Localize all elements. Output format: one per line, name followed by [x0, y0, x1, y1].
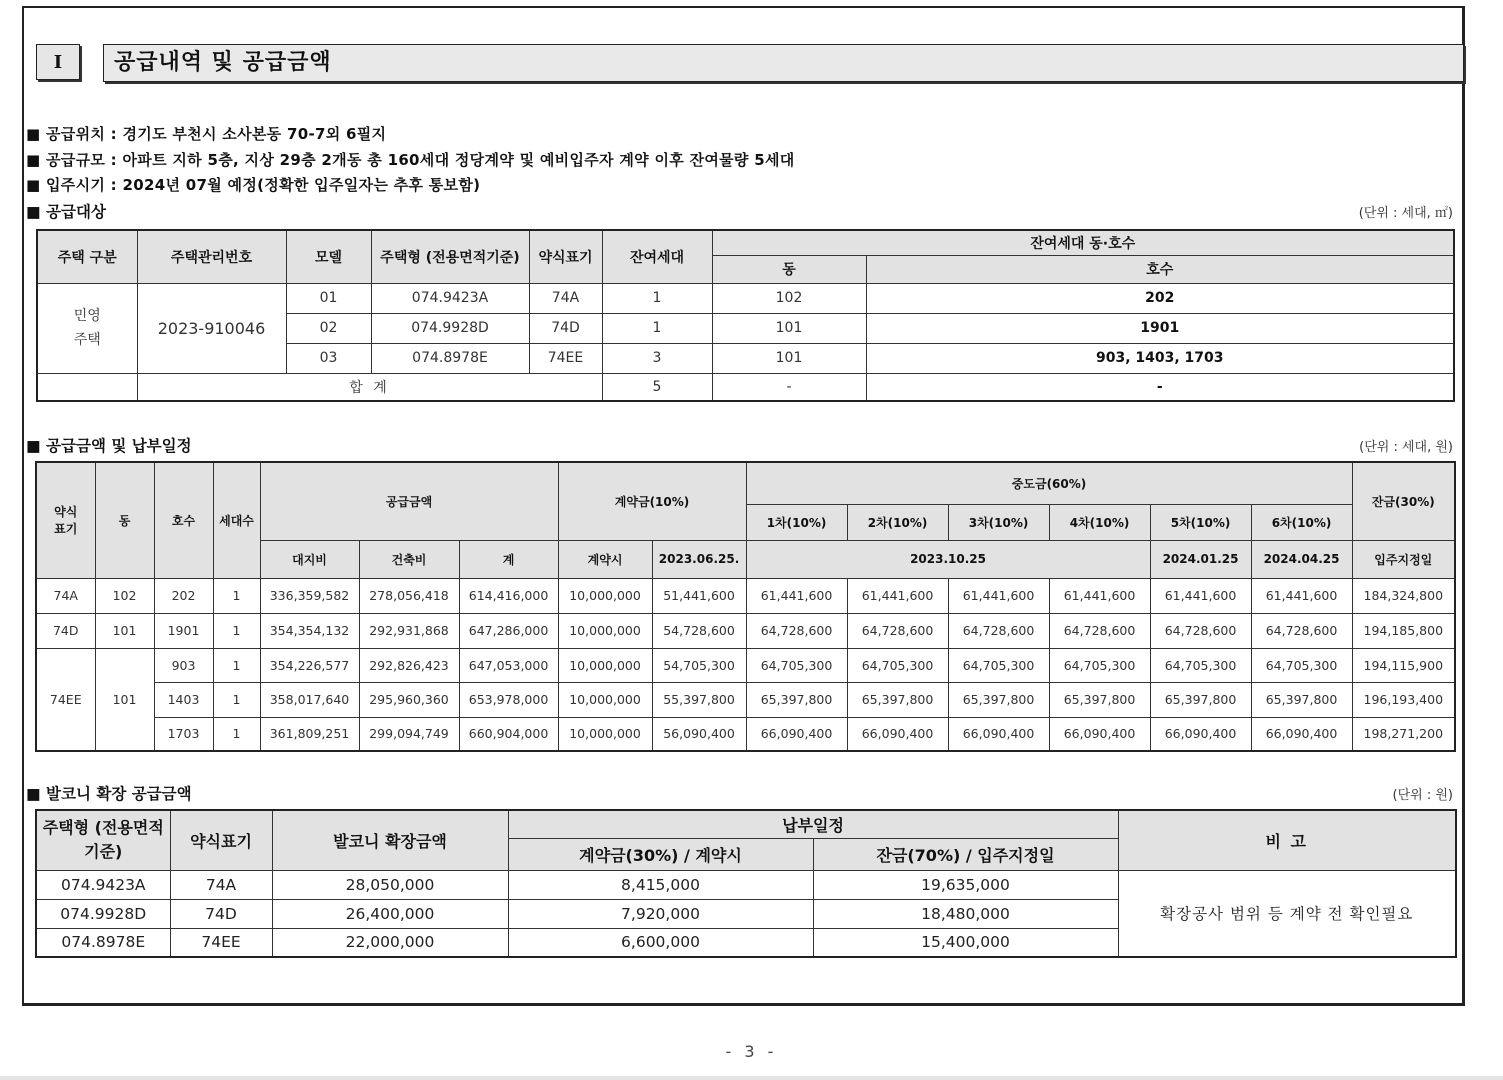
header-deposit: 계약금(30%) / 계약시: [508, 838, 813, 870]
total-ho: -: [866, 373, 1454, 401]
building-cell: 292,826,423: [359, 648, 459, 682]
middle-3-cell: 64,728,600: [948, 613, 1049, 648]
balance-cell: 194,115,900: [1352, 648, 1455, 682]
header-remaining: 잔여세대: [602, 230, 712, 283]
middle-2-cell: 65,397,800: [847, 682, 948, 717]
balance-cell: 184,324,800: [1352, 578, 1455, 613]
header-house-type: 주택형 (전용면적기준): [371, 230, 529, 283]
middle-4-cell: 64,705,300: [1049, 648, 1150, 682]
header-balance: 잔금(70%) / 입주지정일: [813, 838, 1118, 870]
header-middle-6: 6차(10%): [1251, 504, 1352, 540]
move-in-period: ■ 입주시기 : 2024년 07월 예정(정확한 입주일자는 추후 통보함): [26, 176, 481, 194]
middle-6-cell: 65,397,800: [1251, 682, 1352, 717]
building-cell: 299,094,749: [359, 717, 459, 751]
middle-4-cell: 66,090,400: [1049, 717, 1150, 751]
table-row: [36, 682, 1455, 717]
balance-cell: 18,480,000: [813, 899, 1118, 928]
balcony-section-unit: (단위 : 원): [1392, 788, 1453, 803]
house-type-cell: 074.8978E: [371, 343, 529, 373]
sum-cell: 647,286,000: [459, 613, 558, 648]
ho-cell: 903, 1403, 1703: [866, 343, 1454, 373]
table-row: [37, 283, 1454, 313]
header-deposit-date: 2023.06.25.: [652, 540, 746, 578]
deposit-date-cell: 51,441,600: [652, 578, 746, 613]
deposit-date-cell: 56,090,400: [652, 717, 746, 751]
dong-cell: 101: [712, 313, 866, 343]
middle-6-cell: 66,090,400: [1251, 717, 1352, 751]
supply-location: ■ 공급위치 : 경기도 부천시 소사본동 70-7외 6필지: [26, 125, 387, 143]
middle-2-cell: 66,090,400: [847, 717, 948, 751]
middle-1-cell: 64,705,300: [746, 648, 847, 682]
header-abbr: 약식표기: [170, 810, 272, 870]
table-row: [36, 578, 1455, 613]
header-payment-schedule: 납부일정: [508, 810, 1118, 838]
abbr-cell: 74EE: [36, 648, 95, 751]
middle-2-cell: 64,728,600: [847, 613, 948, 648]
model-cell: 03: [286, 343, 371, 373]
deposit-cell: 8,415,000: [508, 870, 813, 899]
middle-3-cell: 64,705,300: [948, 648, 1049, 682]
price-schedule-table: [35, 461, 1456, 752]
middle-1-cell: 61,441,600: [746, 578, 847, 613]
deposit-date-cell: 55,397,800: [652, 682, 746, 717]
price-section-heading: ■ 공급금액 및 납부일정: [26, 437, 192, 455]
building-cell: 295,960,360: [359, 682, 459, 717]
total-label: 합 계: [137, 373, 602, 401]
abbr-cell: 74A: [529, 283, 602, 313]
households-cell: 1: [213, 648, 260, 682]
balance-cell: 196,193,400: [1352, 682, 1455, 717]
middle-1-cell: 64,728,600: [746, 613, 847, 648]
balcony-section-heading: ■ 발코니 확장 공급금액: [26, 785, 192, 803]
middle-5-cell: 64,705,300: [1150, 648, 1251, 682]
households-cell: 1: [213, 682, 260, 717]
dong-cell: 102: [712, 283, 866, 313]
header-remaining-units: 잔여세대 동·호수: [712, 230, 1454, 255]
land-cell: 354,354,132: [260, 613, 359, 648]
middle-5-cell: 65,397,800: [1150, 682, 1251, 717]
total-dong: -: [712, 373, 866, 401]
households-cell: 1: [213, 613, 260, 648]
header-middle-5: 5차(10%): [1150, 504, 1251, 540]
middle-5-cell: 64,728,600: [1150, 613, 1251, 648]
header-middle-4: 4차(10%): [1049, 504, 1150, 540]
deposit-date-cell: 54,728,600: [652, 613, 746, 648]
ho-cell: 903: [154, 648, 213, 682]
model-cell: 02: [286, 313, 371, 343]
sum-cell: 653,978,000: [459, 682, 558, 717]
balance-cell: 19,635,000: [813, 870, 1118, 899]
land-cell: 361,809,251: [260, 717, 359, 751]
deposit-at-cell: 10,000,000: [558, 717, 652, 751]
header-balance: 잔금(30%): [1352, 462, 1455, 540]
header-house-category: 주택 구분: [37, 230, 137, 283]
building-cell: 278,056,418: [359, 578, 459, 613]
header-abbr: 약식표기: [529, 230, 602, 283]
table-row: [36, 613, 1455, 648]
ho-cell: 202: [154, 578, 213, 613]
deposit-cell: 7,920,000: [508, 899, 813, 928]
deposit-at-cell: 10,000,000: [558, 578, 652, 613]
deposit-at-cell: 10,000,000: [558, 648, 652, 682]
total-count: 5: [602, 373, 712, 401]
section-title: 공급내역 및 공급금액: [103, 44, 1464, 82]
land-cell: 336,359,582: [260, 578, 359, 613]
households-cell: 1: [213, 717, 260, 751]
table-row: [36, 717, 1455, 751]
dong-cell: 101: [95, 613, 154, 648]
amount-cell: 26,400,000: [272, 899, 508, 928]
count-cell: 1: [602, 283, 712, 313]
price-section-unit: (단위 : 세대, 원): [1359, 440, 1453, 455]
header-middle-2: 2차(10%): [847, 504, 948, 540]
page-number: - 3 -: [725, 1042, 778, 1061]
deposit-at-cell: 10,000,000: [558, 613, 652, 648]
house-type-cell: 074.8978E: [36, 928, 170, 957]
land-cell: 354,226,577: [260, 648, 359, 682]
header-mgmt-number: 주택관리번호: [137, 230, 286, 283]
middle-1-cell: 66,090,400: [746, 717, 847, 751]
balance-cell: 15,400,000: [813, 928, 1118, 957]
middle-6-cell: 61,441,600: [1251, 578, 1352, 613]
abbr-cell: 74A: [170, 870, 272, 899]
supply-target-unit: (단위 : 세대, ㎡): [1358, 206, 1453, 221]
header-dong: 동: [95, 462, 154, 578]
header-balance-date: 입주지정일: [1352, 540, 1455, 578]
sum-cell: 647,053,000: [459, 648, 558, 682]
header-abbr: 약식 표기: [36, 462, 95, 578]
middle-6-cell: 64,728,600: [1251, 613, 1352, 648]
ho-cell: 1403: [154, 682, 213, 717]
building-cell: 292,931,868: [359, 613, 459, 648]
sum-cell: 614,416,000: [459, 578, 558, 613]
header-middle-date-6: 2024.04.25: [1251, 540, 1352, 578]
balcony-extension-table: [35, 809, 1457, 958]
dong-cell: 101: [712, 343, 866, 373]
header-middle-date-5: 2024.01.25: [1150, 540, 1251, 578]
middle-2-cell: 64,705,300: [847, 648, 948, 682]
supply-target-table: [36, 229, 1455, 402]
middle-1-cell: 65,397,800: [746, 682, 847, 717]
table-row: [36, 648, 1455, 682]
mgmt-number: 2023-910046: [137, 283, 286, 373]
header-ho: 호수: [866, 255, 1454, 283]
house-type-cell: 074.9423A: [36, 870, 170, 899]
middle-5-cell: 66,090,400: [1150, 717, 1251, 751]
count-cell: 3: [602, 343, 712, 373]
middle-4-cell: 65,397,800: [1049, 682, 1150, 717]
section-number: I: [36, 44, 80, 80]
bottom-strip: [0, 1076, 1503, 1080]
middle-4-cell: 61,441,600: [1049, 578, 1150, 613]
deposit-cell: 6,600,000: [508, 928, 813, 957]
header-deposit: 계약금(10%): [558, 462, 746, 540]
abbr-cell: 74D: [36, 613, 95, 648]
header-balcony-amount: 발코니 확장금액: [272, 810, 508, 870]
middle-3-cell: 61,441,600: [948, 578, 1049, 613]
header-model: 모델: [286, 230, 371, 283]
abbr-cell: 74D: [170, 899, 272, 928]
abbr-cell: 74D: [529, 313, 602, 343]
supply-target-heading: ■ 공급대상: [26, 203, 106, 221]
ho-cell: 1901: [154, 613, 213, 648]
amount-cell: 28,050,000: [272, 870, 508, 899]
deposit-at-cell: 10,000,000: [558, 682, 652, 717]
dong-cell: 101: [95, 648, 154, 751]
model-cell: 01: [286, 283, 371, 313]
header-ho: 호수: [154, 462, 213, 578]
header-middle-payment: 중도금(60%): [746, 462, 1352, 504]
middle-6-cell: 64,705,300: [1251, 648, 1352, 682]
header-remark: 비 고: [1118, 810, 1456, 870]
header-dong: 동: [712, 255, 866, 283]
abbr-cell: 74A: [36, 578, 95, 613]
house-type-cell: 074.9423A: [371, 283, 529, 313]
house-category: 민영 주택: [37, 283, 137, 373]
header-land-cost: 대지비: [260, 540, 359, 578]
deposit-date-cell: 54,705,300: [652, 648, 746, 682]
middle-5-cell: 61,441,600: [1150, 578, 1251, 613]
supply-scale: ■ 공급규모 : 아파트 지하 5층, 지상 29층 2개동 총 160세대 정당계약 및 예비입주자 계약 이후 잔여물량 5세대: [26, 151, 795, 169]
middle-3-cell: 66,090,400: [948, 717, 1049, 751]
balance-cell: 198,271,200: [1352, 717, 1455, 751]
header-middle-1: 1차(10%): [746, 504, 847, 540]
dong-cell: 102: [95, 578, 154, 613]
count-cell: 1: [602, 313, 712, 343]
amount-cell: 22,000,000: [272, 928, 508, 957]
header-deposit-at: 계약시: [558, 540, 652, 578]
header-sum: 계: [459, 540, 558, 578]
ho-cell: 202: [866, 283, 1454, 313]
abbr-cell: 74EE: [170, 928, 272, 957]
table-row: [36, 870, 1456, 899]
remark-cell: 확장공사 범위 등 계약 전 확인필요: [1118, 870, 1456, 957]
middle-4-cell: 64,728,600: [1049, 613, 1150, 648]
ho-cell: 1901: [866, 313, 1454, 343]
sum-cell: 660,904,000: [459, 717, 558, 751]
balance-cell: 194,185,800: [1352, 613, 1455, 648]
header-house-type: 주택형 (전용면적기준): [36, 810, 170, 870]
abbr-cell: 74EE: [529, 343, 602, 373]
house-type-cell: 074.9928D: [371, 313, 529, 343]
middle-2-cell: 61,441,600: [847, 578, 948, 613]
header-building-cost: 건축비: [359, 540, 459, 578]
house-type-cell: 074.9928D: [36, 899, 170, 928]
ho-cell: 1703: [154, 717, 213, 751]
land-cell: 358,017,640: [260, 682, 359, 717]
header-middle-3: 3차(10%): [948, 504, 1049, 540]
header-supply-price: 공급금액: [260, 462, 558, 540]
total-row: [37, 373, 1454, 401]
header-middle-date-1-4: 2023.10.25: [746, 540, 1150, 578]
households-cell: 1: [213, 578, 260, 613]
middle-3-cell: 65,397,800: [948, 682, 1049, 717]
header-households: 세대수: [213, 462, 260, 578]
